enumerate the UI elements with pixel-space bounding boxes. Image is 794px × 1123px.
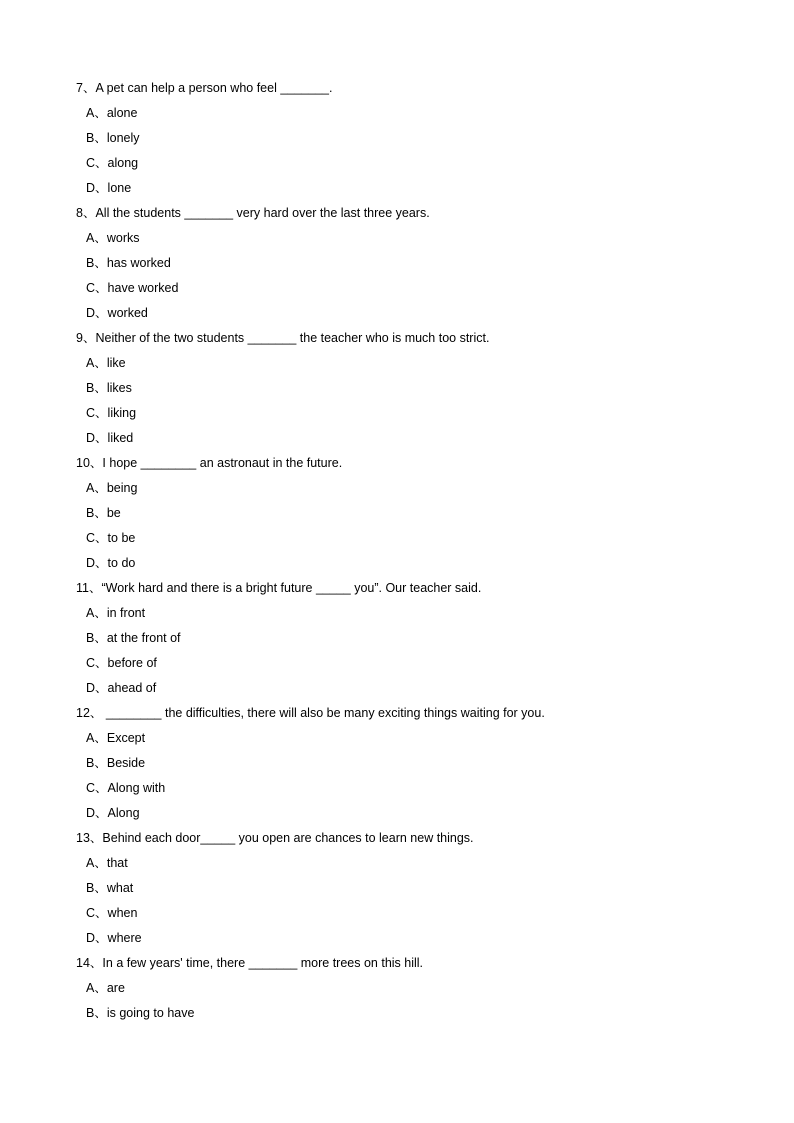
option-c[interactable]: [0, 278, 794, 303]
separator: 、: [95, 681, 108, 695]
separator: 、: [95, 531, 108, 545]
option-letter: A: [86, 356, 95, 370]
question-stem: [0, 453, 794, 478]
option-letter: B: [86, 881, 95, 895]
separator: 、: [95, 306, 108, 320]
option-c[interactable]: [0, 528, 794, 553]
option-text: ahead of: [107, 681, 157, 695]
option-a[interactable]: [0, 228, 794, 253]
separator: 、: [95, 156, 108, 170]
question-text: A pet can help a person who feel _______.: [95, 81, 333, 95]
option-b[interactable]: [0, 1003, 794, 1028]
option-letter: A: [86, 106, 95, 120]
option-letter: C: [86, 906, 96, 920]
option-a[interactable]: [0, 728, 794, 753]
option-letter: A: [86, 231, 95, 245]
separator: 、: [95, 931, 108, 945]
option-letter: D: [86, 806, 96, 820]
option-letter: B: [86, 256, 95, 270]
option-d[interactable]: [0, 553, 794, 578]
option-b[interactable]: [0, 753, 794, 778]
option-text: be: [106, 506, 121, 520]
option-text: before of: [107, 656, 157, 670]
separator: 、: [95, 656, 108, 670]
question-9: [0, 328, 794, 453]
option-letter: B: [86, 506, 95, 520]
option-text: to be: [107, 531, 136, 545]
question-11: [0, 578, 794, 703]
option-text: alone: [106, 106, 138, 120]
option-letter: C: [86, 656, 96, 670]
question-number: 13: [76, 831, 90, 845]
option-letter: C: [86, 531, 96, 545]
separator: 、: [95, 556, 108, 570]
option-text: in front: [106, 606, 146, 620]
question-number: 11: [76, 581, 89, 595]
question-number: 7: [76, 81, 83, 95]
separator: 、: [94, 981, 107, 995]
separator: 、: [94, 756, 107, 770]
option-text: to do: [107, 556, 136, 570]
separator: 、: [95, 806, 108, 820]
separator: 、: [95, 281, 108, 295]
question-14: [0, 953, 794, 1028]
separator: 、: [94, 506, 107, 520]
option-letter: C: [86, 281, 96, 295]
separator: 、: [95, 781, 108, 795]
separator: 、: [95, 431, 108, 445]
option-letter: B: [86, 756, 95, 770]
option-text: Along with: [107, 781, 166, 795]
question-12: [0, 703, 794, 828]
question-stem: [0, 953, 794, 978]
option-text: liking: [107, 406, 137, 420]
option-letter: A: [86, 981, 95, 995]
option-letter: B: [86, 131, 95, 145]
question-10: [0, 453, 794, 578]
option-text: when: [107, 906, 138, 920]
option-letter: D: [86, 681, 96, 695]
separator: 、: [82, 331, 96, 345]
separator: 、: [94, 106, 107, 120]
option-letter: D: [86, 931, 96, 945]
question-7: [0, 78, 794, 203]
option-a[interactable]: [0, 853, 794, 878]
question-number: 14: [76, 956, 90, 970]
option-letter: D: [86, 556, 96, 570]
separator: 、: [94, 231, 107, 245]
option-letter: A: [86, 731, 95, 745]
option-text: Except: [106, 731, 146, 745]
question-stem: [0, 78, 794, 103]
separator: 、: [95, 181, 108, 195]
option-d[interactable]: [0, 303, 794, 328]
separator: 、: [82, 81, 96, 95]
question-number: 12: [76, 706, 90, 720]
option-letter: A: [86, 856, 95, 870]
separator: 、: [94, 881, 107, 895]
separator: 、: [94, 131, 107, 145]
option-text: liked: [107, 431, 134, 445]
option-text: has worked: [106, 256, 171, 270]
option-b[interactable]: [0, 503, 794, 528]
question-text: I hope ________ an astronaut in the future.: [102, 456, 343, 470]
option-letter: C: [86, 156, 96, 170]
question-13: [0, 828, 794, 953]
option-text: likes: [106, 381, 132, 395]
option-letter: D: [86, 306, 96, 320]
option-a[interactable]: [0, 353, 794, 378]
separator: 、: [95, 906, 108, 920]
option-text: where: [107, 931, 142, 945]
question-8: [0, 203, 794, 328]
option-a[interactable]: [0, 478, 794, 503]
option-d[interactable]: [0, 678, 794, 703]
option-letter: D: [86, 181, 96, 195]
question-list: [0, 78, 794, 1028]
question-number: 10: [76, 456, 90, 470]
question-number: 8: [76, 206, 83, 220]
option-c[interactable]: [0, 153, 794, 178]
option-text: at the front of: [106, 631, 181, 645]
option-letter: C: [86, 406, 96, 420]
separator: 、: [94, 731, 107, 745]
separator: 、: [94, 856, 107, 870]
separator: 、: [82, 206, 96, 220]
option-b[interactable]: [0, 378, 794, 403]
option-c[interactable]: [0, 903, 794, 928]
option-a[interactable]: [0, 103, 794, 128]
option-text: along: [107, 156, 139, 170]
separator: 、: [94, 356, 107, 370]
separator: 、: [95, 406, 108, 420]
separator: 、: [94, 606, 107, 620]
question-stem: [0, 578, 794, 603]
separator: 、: [88, 581, 102, 595]
separator: 、: [89, 706, 103, 720]
option-text: like: [106, 356, 126, 370]
option-text: is going to have: [106, 1006, 195, 1020]
option-letter: C: [86, 781, 96, 795]
separator: 、: [94, 1006, 107, 1020]
separator: 、: [94, 381, 107, 395]
option-b[interactable]: [0, 128, 794, 153]
question-text: All the students _______ very hard over the last three years.: [95, 206, 430, 220]
separator: 、: [94, 256, 107, 270]
option-d[interactable]: [0, 803, 794, 828]
option-text: that: [106, 856, 128, 870]
question-stem: [0, 703, 794, 728]
option-a[interactable]: [0, 978, 794, 1003]
question-text: Behind each door_____ you open are chances to learn new things.: [102, 831, 474, 845]
option-letter: A: [86, 481, 95, 495]
option-b[interactable]: [0, 253, 794, 278]
option-text: have worked: [107, 281, 179, 295]
option-d[interactable]: [0, 428, 794, 453]
option-letter: A: [86, 606, 95, 620]
separator: 、: [94, 481, 107, 495]
separator: 、: [94, 631, 107, 645]
question-stem: [0, 328, 794, 353]
option-b[interactable]: [0, 628, 794, 653]
option-letter: B: [86, 631, 95, 645]
option-text: Beside: [106, 756, 146, 770]
option-c[interactable]: [0, 403, 794, 428]
option-a[interactable]: [0, 603, 794, 628]
option-letter: D: [86, 431, 96, 445]
option-d[interactable]: [0, 928, 794, 953]
separator: 、: [89, 456, 103, 470]
option-text: lonely: [106, 131, 140, 145]
question-text: Neither of the two students _______ the teacher who is much too strict.: [95, 331, 490, 345]
question-text: ________ the difficulties, there will also be many exciting things waiting for you.: [102, 706, 545, 720]
option-text: Along: [107, 806, 140, 820]
option-c[interactable]: [0, 653, 794, 678]
question-stem: [0, 828, 794, 853]
separator: 、: [89, 956, 103, 970]
question-number: 9: [76, 331, 83, 345]
option-letter: B: [86, 1006, 95, 1020]
option-d[interactable]: [0, 178, 794, 203]
question-text: In a few years' time, there _______ more trees on this hill.: [102, 956, 424, 970]
option-text: worked: [107, 306, 148, 320]
option-text: what: [106, 881, 134, 895]
option-letter: B: [86, 381, 95, 395]
option-text: lone: [107, 181, 132, 195]
separator: 、: [89, 831, 103, 845]
option-text: works: [106, 231, 140, 245]
question-text: “Work hard and there is a bright future _____ you”. Our teacher said.: [101, 581, 482, 595]
option-b[interactable]: [0, 878, 794, 903]
option-text: are: [106, 981, 125, 995]
option-c[interactable]: [0, 778, 794, 803]
option-text: being: [106, 481, 138, 495]
question-stem: [0, 203, 794, 228]
